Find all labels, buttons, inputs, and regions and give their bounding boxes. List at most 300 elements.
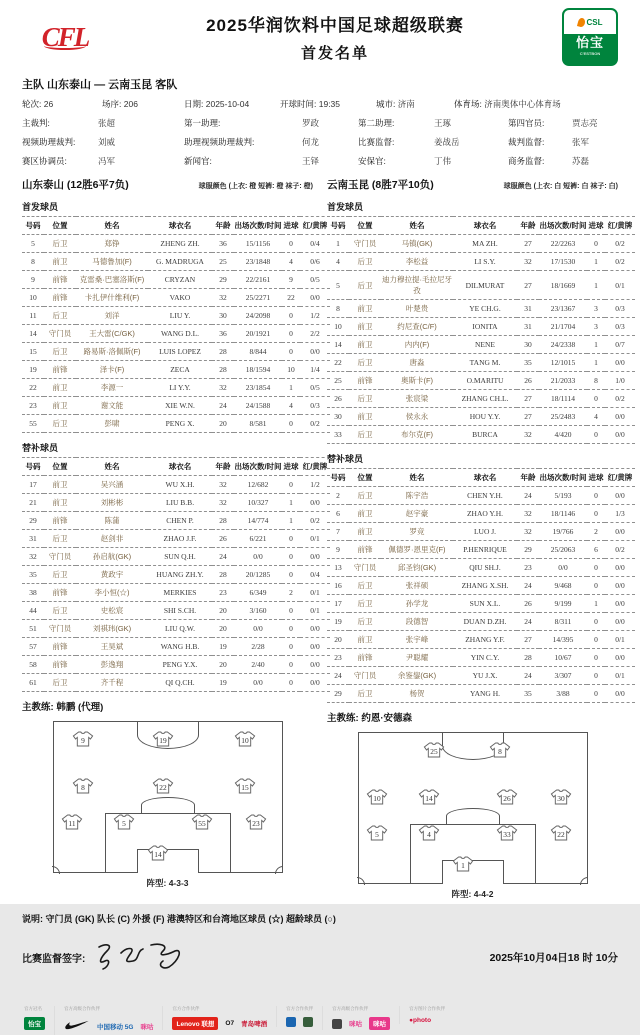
player-cards: 0/0 <box>300 656 330 674</box>
legend-note: 说明: 守门员 (GK) 队长 (C) 外援 (F) 港澳特区和台湾地区球员 (☆) 超龄球员 (○) <box>22 914 336 924</box>
player-cards: 0/2 <box>605 235 635 253</box>
player-jersey-name: BURCA <box>453 426 517 444</box>
player-number: 29 <box>327 685 349 703</box>
player-name: 黄政宇 <box>76 566 148 584</box>
player-goals: 0 <box>587 649 605 667</box>
player-shirt-5 <box>366 825 387 846</box>
away-coach-name: 约恩·安德森 <box>361 713 412 724</box>
player-position: 守门员 <box>349 235 381 253</box>
away-starters-table <box>327 216 635 444</box>
info-item <box>184 98 280 110</box>
player-apps-minutes: 0/0 <box>234 548 282 566</box>
player-name: 段德智 <box>381 613 453 631</box>
official-label: 助理视频助理裁判: <box>184 137 255 147</box>
player-apps-minutes: 24/2338 <box>539 336 587 354</box>
player-apps-minutes: 2/28 <box>234 638 282 656</box>
sponsor-group <box>322 1006 399 1030</box>
player-jersey-name: VAKO <box>148 289 212 307</box>
player-position: 守门员 <box>44 325 76 343</box>
player-apps-minutes: 5/193 <box>539 487 587 505</box>
column-header: 姓名 <box>76 217 148 235</box>
player-cards: 0/4 <box>300 235 330 253</box>
sponsor-caption: 官方高级合作伙伴 <box>64 1006 100 1011</box>
player-cards: 0/1 <box>300 530 330 548</box>
column-header: 姓名 <box>76 458 148 476</box>
official-name: 王琢 <box>434 118 452 128</box>
player-position: 后卫 <box>44 343 76 361</box>
player-cards: 1/3 <box>605 505 635 523</box>
player-row <box>22 361 330 379</box>
player-jersey-name: WU X.H. <box>148 476 212 494</box>
column-header: 位置 <box>44 458 76 476</box>
nike-swoosh-icon <box>64 1017 90 1035</box>
player-jersey-name: TANG M. <box>453 354 517 372</box>
player-cards: 0/6 <box>300 253 330 271</box>
home-coach-name: 韩鹏 (代理) <box>56 702 104 713</box>
player-name: 佩德罗·恩里克(F) <box>381 541 453 559</box>
player-position: 后卫 <box>349 685 381 703</box>
player-number: 24 <box>327 667 349 685</box>
player-apps-minutes: 10/327 <box>234 494 282 512</box>
player-age: 36 <box>212 235 234 253</box>
player-age: 19 <box>212 638 234 656</box>
player-age: 24 <box>212 548 234 566</box>
player-jersey-name: LI S.Y. <box>453 253 517 271</box>
sponsor-group <box>399 1006 454 1024</box>
player-apps-minutes: 18/1594 <box>234 361 282 379</box>
player-position: 前锋 <box>44 289 76 307</box>
player-number: 51 <box>22 620 44 638</box>
info-value: 2025-10-04 <box>205 99 250 109</box>
player-row <box>327 271 635 300</box>
player-position: 后卫 <box>349 595 381 613</box>
player-goals: 4 <box>587 408 605 426</box>
official-name: 何龙 <box>302 137 320 147</box>
player-age: 29 <box>517 541 539 559</box>
player-name: 余鉴鋆(GK) <box>381 667 453 685</box>
sponsor-group <box>276 1006 322 1027</box>
player-name: 张祥硕 <box>381 577 453 595</box>
player-jersey-name: HOU Y.Y. <box>453 408 517 426</box>
official-label: 第一助理: <box>184 118 221 128</box>
sponsor-logos <box>286 1017 313 1027</box>
player-cards: 0/5 <box>300 271 330 289</box>
player-jersey-name: QIU SH.J. <box>453 559 517 577</box>
column-header: 年龄 <box>212 217 234 235</box>
player-position: 前卫 <box>349 300 381 318</box>
official-label: 第四官员: <box>508 118 545 128</box>
player-jersey-name: YIN C.Y. <box>453 649 517 667</box>
column-header: 出场次数/时间 <box>234 217 282 235</box>
column-header: 红/黄牌 <box>300 458 330 476</box>
player-cards: 0/3 <box>605 300 635 318</box>
player-goals: 1 <box>587 336 605 354</box>
player-cards: 0/0 <box>605 487 635 505</box>
sheet-title: 首发名单 <box>300 45 369 62</box>
player-position: 守门员 <box>44 620 76 638</box>
player-apps-minutes: 18/1146 <box>539 505 587 523</box>
player-number: 23 <box>327 649 349 667</box>
player-position: 后卫 <box>44 530 76 548</box>
player-position: 前锋 <box>349 541 381 559</box>
player-number: 11 <box>22 307 44 325</box>
player-name: 罗竞 <box>381 523 453 541</box>
player-goals: 22 <box>282 289 300 307</box>
info-label: 轮次: <box>22 99 44 109</box>
player-cards: 0/0 <box>605 685 635 703</box>
player-number: 38 <box>22 584 44 602</box>
player-goals: 0 <box>587 667 605 685</box>
player-position: 后卫 <box>349 487 381 505</box>
player-name: 迪力穆拉提·毛拉尼牙孜 <box>381 271 453 300</box>
player-apps-minutes: 9/468 <box>539 577 587 595</box>
player-goals: 6 <box>587 541 605 559</box>
player-position: 后卫 <box>44 566 76 584</box>
svg-text:4: 4 <box>427 829 432 839</box>
player-cards: 2/2 <box>300 325 330 343</box>
player-row <box>22 674 330 692</box>
player-name: 赵剑非 <box>76 530 148 548</box>
player-apps-minutes: 4/420 <box>539 426 587 444</box>
sponsor-logo: 咪咕 <box>349 1021 363 1028</box>
player-apps-minutes: 14/395 <box>539 631 587 649</box>
player-jersey-name: NENE <box>453 336 517 354</box>
away-subs-table <box>327 468 635 703</box>
away-formation-pitch <box>358 732 588 884</box>
player-row <box>22 494 330 512</box>
column-header: 位置 <box>349 469 381 487</box>
player-row <box>327 336 635 354</box>
sponsor-logo: 中国移动 5G <box>97 1023 134 1031</box>
official-label: 商务监督: <box>508 156 545 166</box>
player-age: 20 <box>212 620 234 638</box>
player-number: 17 <box>327 595 349 613</box>
player-jersey-name: SUN X.L. <box>453 595 517 613</box>
player-name: 孙学龙 <box>381 595 453 613</box>
player-number: 19 <box>327 613 349 631</box>
svg-text:1: 1 <box>461 860 466 870</box>
info-label: 日期: <box>184 99 206 109</box>
player-position: 后卫 <box>44 235 76 253</box>
column-header: 红/黄牌 <box>300 217 330 235</box>
player-apps-minutes: 0/0 <box>234 620 282 638</box>
player-jersey-name: SHI S.CH. <box>148 602 212 620</box>
player-name: 李小恒(☆) <box>76 584 148 602</box>
player-cards: 1/0 <box>605 372 635 390</box>
player-row <box>22 620 330 638</box>
player-name: 齐千程 <box>76 674 148 692</box>
svg-text:22: 22 <box>557 829 566 839</box>
official-label: 视频助理裁判: <box>22 137 76 147</box>
player-age: 29 <box>212 271 234 289</box>
svg-text:33: 33 <box>502 829 511 839</box>
sponsor-logos <box>172 1017 267 1030</box>
csl-label: CSL <box>586 17 603 27</box>
player-goals: 3 <box>587 300 605 318</box>
player-position: 守门员 <box>44 548 76 566</box>
player-apps-minutes: 24/1588 <box>234 397 282 415</box>
player-jersey-name: CRYZAN <box>148 271 212 289</box>
player-position: 前卫 <box>44 397 76 415</box>
info-item <box>22 98 102 110</box>
player-row <box>327 613 635 631</box>
player-shirt-55 <box>191 814 212 835</box>
player-jersey-name: LUO J. <box>453 523 517 541</box>
player-cards: 0/0 <box>605 595 635 613</box>
supervisor-signature <box>93 939 189 976</box>
player-cards: 0/1 <box>300 584 330 602</box>
cestbon-name: 怡宝 C'ESTBON <box>564 34 616 64</box>
player-row <box>22 271 330 289</box>
player-jersey-name: XIE W.N. <box>148 397 212 415</box>
info-value: 济南 <box>397 99 415 109</box>
column-header: 年龄 <box>517 217 539 235</box>
column-header: 年龄 <box>212 458 234 476</box>
team-columns <box>22 177 633 900</box>
player-number: 16 <box>327 577 349 595</box>
column-header: 进球 <box>282 458 300 476</box>
player-jersey-name: DUAN D.ZH. <box>453 613 517 631</box>
home-starters-table <box>22 216 330 433</box>
player-apps-minutes: 2/40 <box>234 656 282 674</box>
away-kit-colors: 球服颜色 (上衣: 白 短裤: 白 袜子: 白) <box>503 183 618 190</box>
player-position: 后卫 <box>349 390 381 408</box>
svg-text:10: 10 <box>373 793 381 803</box>
player-jersey-name: PENG X. <box>148 415 212 433</box>
player-position: 前卫 <box>349 523 381 541</box>
player-row <box>22 584 330 602</box>
player-age: 23 <box>212 584 234 602</box>
player-name: 张宇峰 <box>381 631 453 649</box>
player-position: 前锋 <box>44 361 76 379</box>
official-label: 裁判监督: <box>508 137 545 147</box>
player-number: 10 <box>327 318 349 336</box>
player-shirt-8 <box>73 778 94 799</box>
player-row <box>327 631 635 649</box>
player-cards: 0/0 <box>300 343 330 361</box>
official-label: 第二助理: <box>358 118 395 128</box>
player-cards: 0/0 <box>605 577 635 595</box>
player-cards: 0/1 <box>605 667 635 685</box>
player-jersey-name: ZHAO Y.H. <box>453 505 517 523</box>
player-age: 36 <box>212 325 234 343</box>
official-name: 刘威 <box>98 137 116 147</box>
player-name: 刘洋 <box>76 307 148 325</box>
table-header-row <box>22 458 330 476</box>
cfl-league-logo <box>22 22 108 53</box>
player-age: 27 <box>517 271 539 300</box>
player-goals: 0 <box>587 487 605 505</box>
player-row <box>327 318 635 336</box>
player-age: 28 <box>212 566 234 584</box>
player-goals: 10 <box>282 361 300 379</box>
player-apps-minutes: 23/1854 <box>234 379 282 397</box>
player-position: 前卫 <box>349 318 381 336</box>
player-shirt-10 <box>366 789 387 810</box>
official-name: 贾志亮 <box>572 118 598 128</box>
player-number: 9 <box>22 271 44 289</box>
player-apps-minutes: 25/2483 <box>539 408 587 426</box>
player-goals: 0 <box>282 325 300 343</box>
player-shirt-23 <box>246 814 267 835</box>
player-row <box>22 530 330 548</box>
corner-arc <box>52 866 60 874</box>
svg-text:11: 11 <box>68 818 76 828</box>
player-jersey-name: SUN Q.H. <box>148 548 212 566</box>
svg-text:23: 23 <box>252 818 261 828</box>
player-age: 26 <box>517 595 539 613</box>
player-age: 26 <box>212 530 234 548</box>
player-shirt-15 <box>235 778 256 799</box>
penalty-arc <box>446 808 500 824</box>
player-jersey-name: LUIS LOPEZ <box>148 343 212 361</box>
info-label: 场序: <box>102 99 124 109</box>
player-apps-minutes: 10/67 <box>539 649 587 667</box>
player-name: 奥斯卡(F) <box>381 372 453 390</box>
sponsor-logo: ●photo <box>409 1017 432 1024</box>
corner-arc <box>275 866 283 874</box>
sponsor-caption: 官方合作伙伴 <box>172 1006 200 1011</box>
player-position: 后卫 <box>349 577 381 595</box>
player-position: 前锋 <box>349 649 381 667</box>
player-goals: 1 <box>587 354 605 372</box>
player-goals: 0 <box>587 685 605 703</box>
away-subs-label: 替补球员 <box>327 454 364 464</box>
player-number: 14 <box>22 325 44 343</box>
player-number: 22 <box>22 379 44 397</box>
player-age: 35 <box>517 354 539 372</box>
player-number: 2 <box>327 487 349 505</box>
player-position: 后卫 <box>349 613 381 631</box>
svg-text:30: 30 <box>557 793 566 803</box>
player-number: 17 <box>22 476 44 494</box>
player-goals: 0 <box>282 566 300 584</box>
sponsor-caption: 官方冠名 <box>24 1006 42 1011</box>
svg-text:10: 10 <box>241 735 249 745</box>
player-position: 前锋 <box>44 512 76 530</box>
table-header-row <box>22 217 330 235</box>
player-age: 27 <box>517 408 539 426</box>
player-goals: 1 <box>587 253 605 271</box>
away-team-header <box>327 177 618 192</box>
player-jersey-name: CHEN P. <box>148 512 212 530</box>
sponsor-logo: 青岛啤酒 <box>241 1021 268 1028</box>
player-shirt-22 <box>551 825 572 846</box>
column-header: 红/黄牌 <box>605 469 635 487</box>
player-position: 守门员 <box>349 559 381 577</box>
svg-text:8: 8 <box>498 746 502 756</box>
player-number: 15 <box>22 343 44 361</box>
player-apps-minutes: 17/1530 <box>539 253 587 271</box>
player-row <box>327 354 635 372</box>
player-jersey-name: LIU Y. <box>148 307 212 325</box>
player-name: 杨贺 <box>381 685 453 703</box>
player-number: 25 <box>327 372 349 390</box>
player-row <box>22 307 330 325</box>
player-cards: 0/1 <box>300 602 330 620</box>
player-row <box>22 512 330 530</box>
svg-text:5: 5 <box>122 818 127 828</box>
player-jersey-name: HUANG ZH.Y. <box>148 566 212 584</box>
player-age: 24 <box>517 613 539 631</box>
player-age: 20 <box>212 415 234 433</box>
player-shirt-19 <box>152 731 173 752</box>
player-goals: 0 <box>587 631 605 649</box>
sponsor-caption: 官方合作伙伴 <box>286 1006 314 1011</box>
player-number: 6 <box>327 505 349 523</box>
header <box>22 8 618 66</box>
player-row <box>22 397 330 415</box>
player-name: 孙启航(GK) <box>76 548 148 566</box>
sponsor-logo-mark <box>332 1019 342 1029</box>
table-header-row <box>327 217 635 235</box>
player-jersey-name: PENG Y.X. <box>148 656 212 674</box>
player-name: 陈蒲 <box>76 512 148 530</box>
player-row <box>327 559 635 577</box>
signature-row <box>22 939 618 976</box>
player-row <box>327 253 635 271</box>
player-shirt-11 <box>61 814 82 835</box>
player-cards: 1/2 <box>300 476 330 494</box>
player-apps-minutes: 25/2063 <box>539 541 587 559</box>
player-age: 32 <box>517 426 539 444</box>
player-position: 前卫 <box>349 505 381 523</box>
player-jersey-name: P.HENRIQUE <box>453 541 517 559</box>
player-goals: 0 <box>282 343 300 361</box>
player-age: 28 <box>212 361 234 379</box>
player-position: 前卫 <box>349 336 381 354</box>
official-name: 王铎 <box>302 156 320 166</box>
player-row <box>327 577 635 595</box>
sponsor-caption: 官方图片合作伙伴 <box>409 1006 446 1011</box>
column-header: 号码 <box>327 469 349 487</box>
player-apps-minutes: 8/581 <box>234 415 282 433</box>
player-row <box>22 379 330 397</box>
sponsor-logo-mark <box>286 1017 296 1027</box>
player-jersey-name: YANG H. <box>453 685 517 703</box>
home-starters-label: 首发球员 <box>22 202 59 212</box>
player-number: 21 <box>22 494 44 512</box>
player-age: 26 <box>517 372 539 390</box>
player-name: 路易斯·洛佩斯(F) <box>76 343 148 361</box>
player-number: 19 <box>22 361 44 379</box>
player-cards: 0/0 <box>300 638 330 656</box>
player-goals: 0 <box>282 548 300 566</box>
player-number: 22 <box>327 354 349 372</box>
player-cards: 0/0 <box>605 559 635 577</box>
player-cards: 0/0 <box>300 494 330 512</box>
player-age: 24 <box>212 397 234 415</box>
player-name: 克雷桑·巴塞洛斯(F) <box>76 271 148 289</box>
player-goals: 0 <box>587 426 605 444</box>
player-name: 尹聪耀 <box>381 649 453 667</box>
player-cards: 1/2 <box>300 307 330 325</box>
player-position: 后卫 <box>44 674 76 692</box>
player-shirt-14 <box>148 845 169 866</box>
player-cards: 0/3 <box>605 318 635 336</box>
signature-datetime: 2025年10月04日18 时 10分 <box>489 952 618 964</box>
cfl-logo-icon: CFL <box>41 21 89 52</box>
player-row <box>22 638 330 656</box>
player-cards: 0/2 <box>605 253 635 271</box>
player-name: 李松益 <box>381 253 453 271</box>
teams-line: 主队 山东泰山 — 云南玉昆 客队 <box>22 79 178 91</box>
league-title: 2025华润饮料中国足球超级联赛 <box>206 16 464 35</box>
player-row <box>327 300 635 318</box>
player-number: 5 <box>327 271 349 300</box>
player-row <box>327 408 635 426</box>
player-age: 24 <box>517 667 539 685</box>
